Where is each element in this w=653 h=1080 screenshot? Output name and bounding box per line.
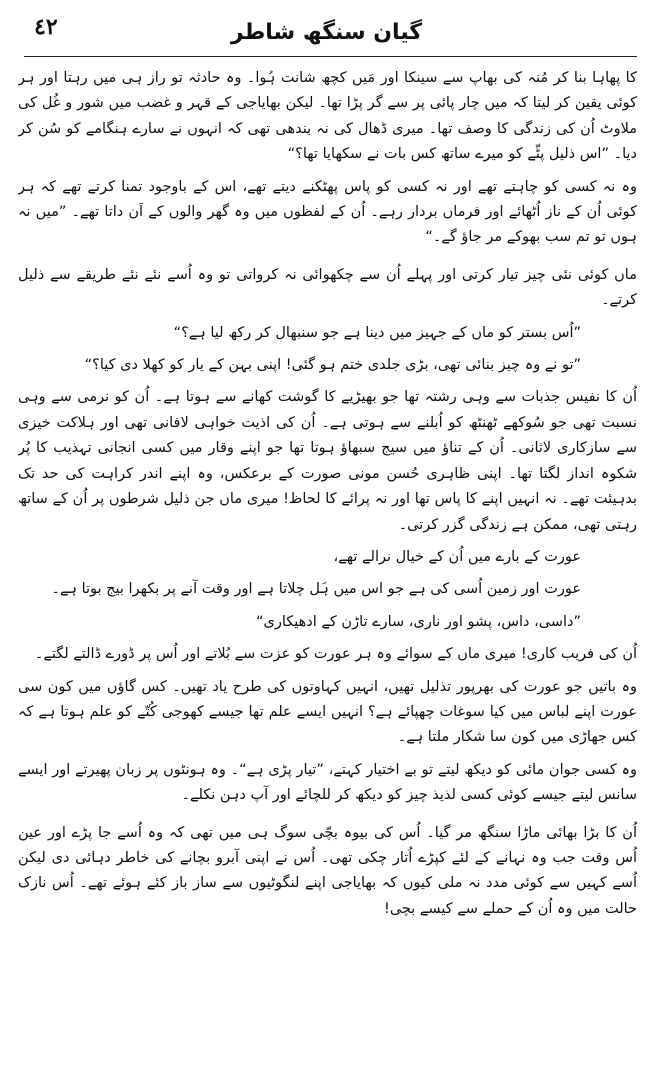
- quotation: ”تو نے وہ چیز بنائی تھی، بڑی جلدی ختم ہو گئی! اپنی بہن کے یار کو کھلا دی کیا؟“: [84, 357, 581, 374]
- running-title: گیان سنگھ شاطر: [230, 20, 423, 45]
- page-number: ٤٢: [34, 14, 58, 40]
- paragraph: وہ باتیں جو عورت کی بھرپور تذلیل تھیں، انہیں کہاوتوں کی طرح یاد تھیں۔ کس گاؤں میں کون سی عورت اپنے لباس میں کیا سوغات چھپائے ہے؟ انہیں ایسے علم تھا جیسے کھوجی کُتّے کو علم ہوتا ہے کہ کس جھاڑی میں کون سا شکار ملتا ہے۔: [18, 678, 637, 746]
- paragraph: اُن کی فریب کاری! میری ماں کے سوائے وہ ہر عورت کو عزت سے بُلاتے اور اُس پر ڈورے ڈالتے لگتے۔: [34, 646, 637, 663]
- paragraph: اُن کا نفیس جذبات سے وہی رشتہ تھا جو بھیڑیے کا گوشت کھانے سے ہوتا ہے۔ اُن کو نرمی سے وہی نسبت تھی جو سُوکھے ٹھنٹھ کو اُبلنے سے ہوتی ہے۔ اُن کی اذیت خواہی لافانی تھی اور ہلاکت خیزی سے سازکاری لاثانی۔ اُن کے تناؤ میں سیج سبھاؤ ہوتا تھا جو اپنے وقار میں کسی انجانی تہذیب کا پُر شکوہ انداز لگتا تھا۔ اپنی ظاہری حُسن مونی صورت کے برعکس، وہ اپنے اندر کراہت کی حد تک بدہیئت تھے۔ نہ انہیں اپنے کا پاس تھا اور نہ پرائے کا لحاظ! میری ماں جن ذلیل شرطوں پر اُن کے ساتھ رہتی تھی، ممکن ہے زندگی گزر کرتی۔: [18, 389, 637, 533]
- paragraph: وہ نہ کسی کو چاہتے تھے اور نہ کسی کو پاس پھٹکنے دیتے تھے، اس کے باوجود تمنا کرتے تھے کہ ہر کوئی اُن کے ناز اُٹھائے اور فرماں بردار رہے۔ اُن کے لفظوں میں وہ گھر والوں کے اَن داتا تھے۔ ”میں نہ ہوں تو تم سب بھوکے مر جاؤ گے۔“: [18, 178, 637, 246]
- quotation: ”اُس بستر کو ماں کے جہیز میں دینا ہے جو سنبھال کر رکھ لیا ہے؟“: [173, 324, 581, 341]
- quotation: ”داسی، داس، پشو اور ناری، سارے تاڑن کے ادھیکاری“: [256, 613, 581, 630]
- paragraph: ماں کوئی نئی چیز تیار کرتی اور پہلے اُن سے چکھوائی نہ کرواتی تو وہ اُسے نئے نئے طریقے سے ذلیل کرتے۔: [18, 266, 637, 309]
- paragraph: کا پھاہا بنا کر مُنہ کی بھاپ سے سینکا اور مَیں کچھ شانت ہُوا۔ وہ حادثہ تو راز ہی میں رہتا اور ہر کوئی یقین کر لیتا کہ میں چار پائی پر سے گر پڑا تھا۔ لیکن بھایاجی کے قہر و غضب میں شور و غُل کی ملاوٹ اُن کی زندگی کا وصف تھا۔ میری ڈھال کی نہ بندھی تھی کہ انہوں نے سارے ہنگامے کو سُن کر دیا۔ ”اس ذلیل پٹّے کو میرے ساتھ کس بات نے سکھایا تھا؟“: [18, 70, 637, 163]
- paragraph: اُن کا بڑا بھائی ماڑا سنگھ مر گیا۔ اُس کی بیوہ بچّی سوگ ہی میں تھی کہ وہ اُسے جا پڑے اور عین اُس وقت جب وہ نہانے کے لئے کپڑے اُتار چکی تھی۔ اُس نے اپنی آبرو بچانے کی خاطر دہائی دی لیکن اُسے کہیں سے کوئی مدد نہ ملی کیوں کہ بھایاجی اپنے لنگوٹیوں سے ساز باز کئے ہوئے تھے۔ اُس نازک حالت میں وہ اُن کے حملے سے کیسے بچی!: [18, 824, 637, 917]
- page-body: [18, 66, 637, 1064]
- quotation: عورت اور زمین اُسی کی ہے جو اس میں ہَل چلاتا ہے اور وقت آنے پر بکھرا بیج بوتا ہے۔: [51, 581, 581, 598]
- header-rule: [24, 56, 637, 57]
- paragraph: وہ کسی جوان مائی کو دیکھ لیتے تو بے اختیار کہتے، ”تیار پڑی ہے“۔ وہ ہونٹوں پر زبان پھیرتے اور ایسے سانس لیتے جیسے کوئی کسی لذیذ چیز کو دیکھ کر للچائے اور آپ دہن نکلے۔: [18, 761, 637, 804]
- paragraph: عورت کے بارے میں اُن کے خیال نرالے تھے،: [333, 548, 581, 565]
